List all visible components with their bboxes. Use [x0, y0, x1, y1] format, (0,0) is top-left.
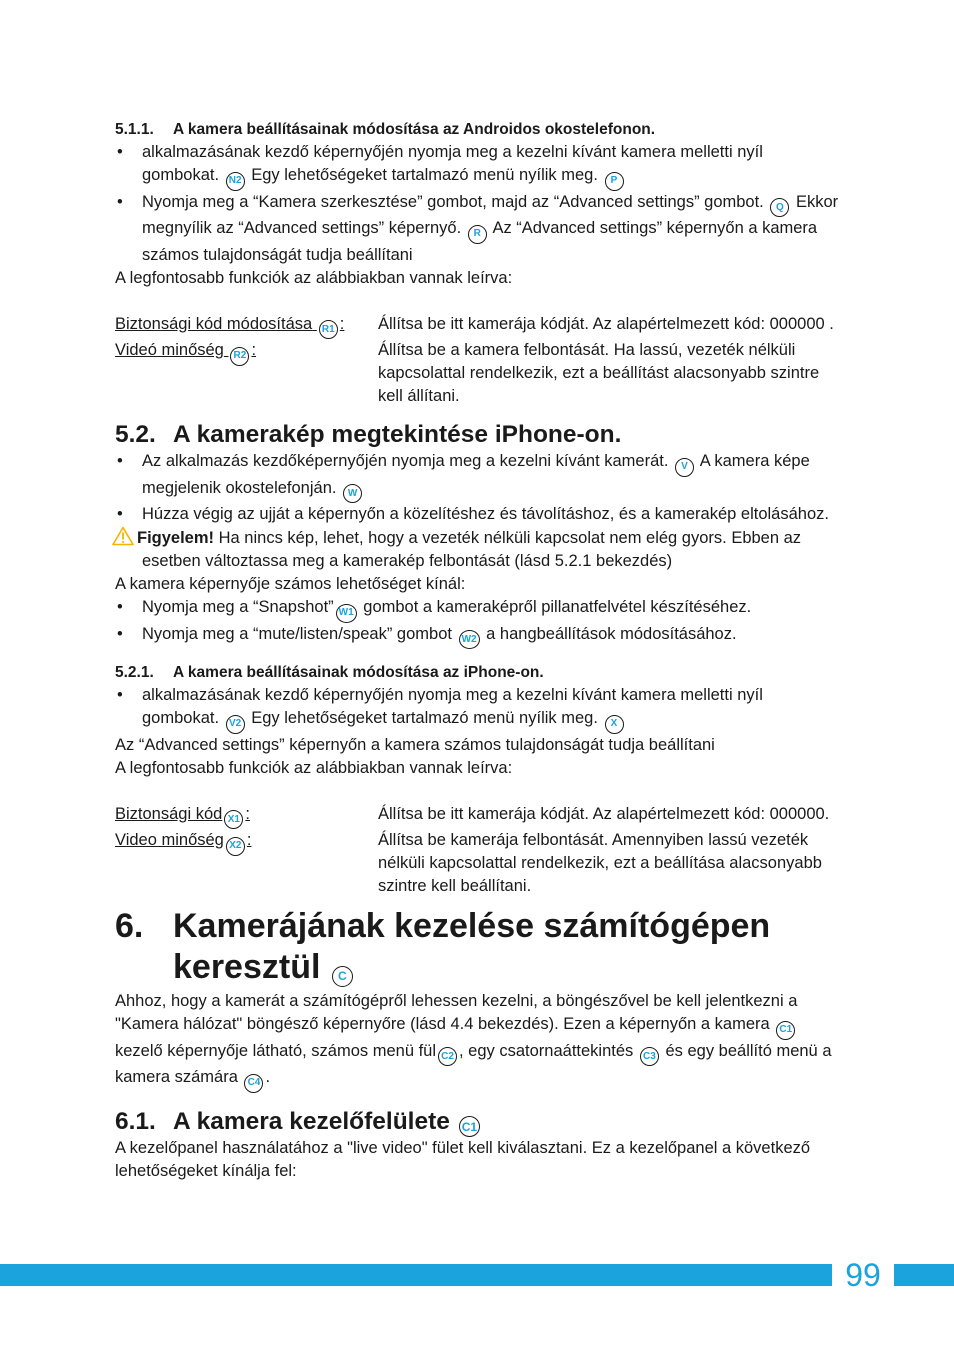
page-content: [115, 118, 840, 1183]
section-number: 5.1.1.: [115, 121, 154, 138]
text: Nyomja meg a “mute/listen/speak” gombot: [142, 624, 452, 643]
label-badge-icon: P: [605, 172, 624, 191]
list-item: [115, 191, 840, 267]
bullet-list: [115, 596, 840, 649]
section-title: A kamera beállításainak módosítása az iPhone-on.: [173, 664, 544, 681]
chapter-number: 6.: [115, 907, 144, 945]
chapter-title-line2: keresztül: [173, 948, 321, 986]
label-badge-icon: W: [343, 484, 362, 503]
chapter-6-heading: [115, 906, 840, 988]
definition-description: Állítsa be itt kamerája kódját. Az alapértelmezett kód: 000000.: [378, 804, 830, 823]
warning-note: [115, 526, 840, 573]
definition-description: Állítsa be a kamera felbontását. Ha lassú, vezeték nélküli kapcsolattal rendelkezik, ezt a beállítást alacsonyabb szintre kell állítani.: [378, 341, 820, 405]
text: gombot a kameraképről pillanatfelvétel készítéséhez.: [363, 598, 752, 616]
text: alkalmazásának kezdő képernyőjén nyomja meg a kezelni kívánt kamera melletti nyíl gombokat.: [142, 686, 763, 727]
text: Az “Advanced settings” képernyőn a kamera számos tulajdonságát tudja beállítani: [142, 219, 818, 264]
label-badge-icon: X: [605, 715, 624, 734]
definition-row: [115, 803, 840, 830]
warning-triangle-icon: [112, 526, 134, 546]
list-item: [115, 684, 840, 734]
section-6-1-heading: [115, 1107, 840, 1138]
label-badge-icon: R: [468, 225, 487, 244]
warning-title: Figyelem!: [137, 529, 215, 547]
section-title: A kamera kezelőfelülete: [173, 1107, 450, 1135]
definition-term: Video minőség X2 :: [115, 829, 378, 898]
page-number: 99: [832, 1256, 894, 1294]
section-title: A kamera beállításainak módosítása az Androidos okostelefonon.: [173, 121, 656, 138]
label-badge-icon: X1: [224, 810, 243, 829]
bullet-list: [115, 450, 840, 526]
definition-term: Biztonsági kód X1 :: [115, 803, 378, 830]
definition-row: [115, 829, 840, 898]
paragraph: Az “Advanced settings” képernyőn a kamera számos tulajdonságát tudja beállítani: [115, 735, 715, 754]
definition-row: [115, 313, 840, 340]
chapter-title-line1: Kamerájának kezelése számítógépen: [173, 907, 771, 945]
label-badge-icon: V2: [226, 715, 245, 734]
footer-bar: [0, 1264, 954, 1286]
term-text: Videó minőség: [115, 341, 224, 359]
paragraph: A legfontosabb funkciók az alábbiakban vannak leírva:: [115, 758, 513, 777]
text: Egy lehetőségeket tartalmazó menü nyílik meg.: [251, 166, 598, 184]
text: , egy csatornaáttekintés: [459, 1041, 634, 1060]
text: Az alkalmazás kezdőképernyőjén nyomja meg a kezelni kívánt kamerát.: [142, 452, 669, 470]
paragraph: A legfontosabb funkciók az alábbiakban vannak leírva:: [115, 268, 513, 287]
list-item: [115, 596, 840, 623]
bullet-list: [115, 141, 840, 267]
label-badge-icon: C1: [459, 1116, 480, 1137]
text: és egy beállító menü a kamera számára: [115, 1041, 832, 1086]
label-badge-icon: V: [675, 458, 694, 477]
label-badge-icon: R2: [230, 347, 249, 366]
term-text: Biztonsági kód módosítása: [115, 314, 313, 333]
text: kezelő képernyője látható, számos menü fül: [115, 1041, 437, 1060]
text: Ekkor megnyílik az “Advanced settings” képernyő.: [142, 192, 839, 237]
list-item: [115, 623, 840, 650]
definition-term: Biztonsági kód módosítása R1 :: [115, 313, 378, 340]
label-badge-icon: C: [332, 966, 353, 987]
section-title: A kamerakép megtekintése iPhone-on.: [173, 421, 622, 448]
section-number: 5.2.1.: [115, 664, 154, 681]
text: a hangbeállítások módosításához.: [486, 624, 737, 643]
list-item: [115, 503, 840, 526]
text: alkalmazásának kezdő képernyőjén nyomja meg a kezelni kívánt kamera melletti nyíl gombokat.: [142, 143, 763, 184]
definition-description: Állítsa be itt kamerája kódját. Az alapértelmezett kód: 000000 .: [378, 314, 834, 333]
text: Nyomja meg a “Kamera szerkesztése” gombot, majd az “Advanced settings” gombot.: [142, 192, 764, 211]
paragraph: [115, 990, 840, 1093]
term-text: Biztonsági kód: [115, 804, 223, 823]
section-5-1-1-heading: [115, 118, 840, 141]
definition-row: [115, 339, 840, 408]
text: Egy lehetőségeket tartalmazó menü nyílik meg.: [251, 709, 598, 727]
definition-description: Állítsa be kamerája felbontását. Amennyiben lassú vezeték nélküli kapcsolattal rendelkezik, ezt a beállítása alacsonyabb szintre kell beállítani.: [378, 831, 822, 895]
label-badge-icon: C4: [244, 1074, 263, 1093]
paragraph: A kezelőpanel használatához a "live video" fület kell kiválasztani. Ez a kezelőpanel a következő lehetőségeket kínálja fel:: [115, 1139, 811, 1180]
label-badge-icon: Q: [770, 198, 789, 217]
definition-term: Videó minőség R2 :: [115, 339, 378, 408]
section-5-2-1-heading: [115, 661, 840, 684]
label-badge-icon: W1: [336, 604, 357, 623]
text: .: [265, 1068, 271, 1086]
list-item: [115, 141, 840, 191]
section-number: 5.2.: [115, 421, 156, 448]
label-badge-icon: R1: [319, 320, 338, 339]
bullet-list: [115, 684, 840, 734]
term-text: Video minőség: [115, 831, 224, 849]
text: Ahhoz, hogy a kamerát a számítógépről lehessen kezelni, a böngészővel be kell jelentkezni a "Kamera hálózat" böngésző képernyőre (lásd 4.4 bekezdés). Ezen a képernyőn a kamera: [115, 992, 798, 1033]
label-badge-icon: C2: [438, 1047, 457, 1066]
paragraph: A kamera képernyője számos lehetőséget kínál:: [115, 575, 466, 593]
label-badge-icon: N2: [226, 172, 245, 191]
label-badge-icon: W2: [459, 630, 480, 649]
section-5-2-heading: [115, 420, 840, 450]
list-item: [115, 450, 840, 503]
warning-text: Ha nincs kép, lehet, hogy a vezeték nélküli kapcsolat nem elég gyors. Ebben az esetben változtassa meg a kamerakép felbontását (lásd 5.2.1 bekezdés): [142, 529, 802, 570]
label-badge-icon: C1: [776, 1021, 795, 1040]
text: Nyomja meg a “Snapshot”: [142, 598, 334, 616]
label-badge-icon: X2: [226, 837, 245, 856]
section-number: 6.1.: [115, 1107, 156, 1135]
label-badge-icon: C3: [640, 1047, 659, 1066]
text: Húzza végig az ujját a képernyőn a közelítéshez és távolításhoz, és a kamerakép eltolásához.: [142, 505, 829, 523]
text: A kamera képe megjelenik okostelefonján.: [142, 452, 810, 497]
